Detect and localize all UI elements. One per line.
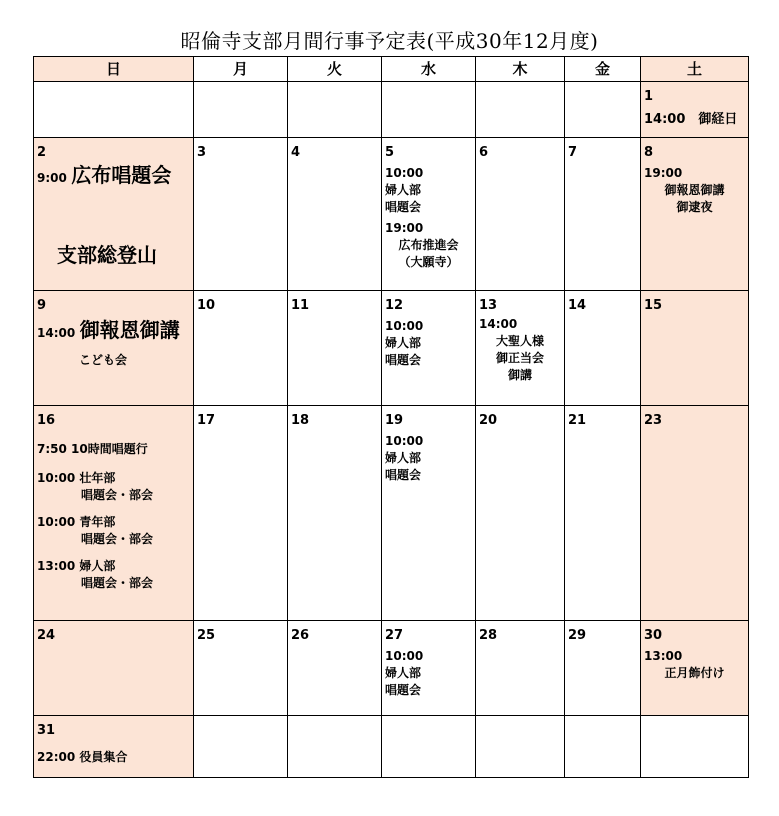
weekday-fri: 金 bbox=[565, 57, 641, 82]
day-cell-19 bbox=[382, 406, 476, 621]
weekday-thu: 木 bbox=[476, 57, 565, 82]
day-cell-empty bbox=[476, 716, 565, 778]
day-cell-empty bbox=[476, 82, 565, 138]
day-cell-empty bbox=[288, 716, 382, 778]
event-time: 14:00 bbox=[37, 326, 76, 340]
event: 唱題会 bbox=[385, 683, 422, 697]
day-cell-empty bbox=[641, 716, 749, 778]
day-number: 19 bbox=[385, 413, 404, 428]
calendar-table bbox=[33, 56, 749, 778]
event: 御報恩御講 bbox=[664, 183, 725, 197]
event: 支部総登山 bbox=[57, 243, 157, 267]
day-number: 14 bbox=[568, 298, 587, 313]
day-number: 13 bbox=[479, 298, 498, 313]
day-number: 23 bbox=[644, 413, 663, 428]
day-number: 8 bbox=[644, 145, 654, 160]
event-time: 10:00 bbox=[385, 434, 424, 448]
event: こども会 bbox=[79, 353, 128, 367]
event-time: 10:00 bbox=[385, 319, 424, 333]
day-number: 4 bbox=[291, 145, 301, 160]
day-cell-31 bbox=[34, 716, 194, 778]
day-cell-7 bbox=[565, 138, 641, 291]
day-cell-5 bbox=[382, 138, 476, 291]
event-time: 13:00 bbox=[644, 649, 683, 663]
event-time: 14:00 bbox=[479, 317, 518, 331]
event: 唱題会・部会 bbox=[81, 488, 154, 502]
event: 正月飾付け bbox=[664, 666, 725, 680]
day-number: 31 bbox=[37, 723, 56, 738]
weekday-sun: 日 bbox=[34, 57, 194, 82]
day-cell-9 bbox=[34, 291, 194, 406]
day-cell-8 bbox=[641, 138, 749, 291]
day-number: 21 bbox=[568, 413, 587, 428]
day-cell-empty bbox=[194, 82, 288, 138]
day-cell-4 bbox=[288, 138, 382, 291]
event-time: 10:00 bbox=[385, 166, 424, 180]
weekday-header-row bbox=[34, 57, 749, 82]
day-number: 3 bbox=[197, 145, 207, 160]
event: 婦人部 bbox=[385, 183, 422, 197]
day-number: 10 bbox=[197, 298, 216, 313]
day-number: 20 bbox=[479, 413, 498, 428]
day-number: 9 bbox=[37, 298, 47, 313]
weekday-wed: 水 bbox=[382, 57, 476, 82]
day-cell-12 bbox=[382, 291, 476, 406]
event: 婦人部 bbox=[385, 451, 422, 465]
day-number: 30 bbox=[644, 628, 663, 643]
event: 唱題会・部会 bbox=[81, 576, 154, 590]
day-cell-empty bbox=[288, 82, 382, 138]
event-location: （大願寺） bbox=[398, 255, 459, 269]
event: 14:00 御経日 bbox=[644, 112, 738, 127]
day-number: 6 bbox=[479, 145, 489, 160]
day-cell-27 bbox=[382, 621, 476, 716]
day-cell-empty bbox=[565, 82, 641, 138]
day-number: 11 bbox=[291, 298, 310, 313]
day-cell-empty bbox=[194, 716, 288, 778]
day-cell-6 bbox=[476, 138, 565, 291]
event: 御報恩御講 bbox=[79, 318, 180, 342]
event: 唱題会・部会 bbox=[81, 532, 154, 546]
day-cell-20 bbox=[476, 406, 565, 621]
day-cell-30 bbox=[641, 621, 749, 716]
day-cell-18 bbox=[288, 406, 382, 621]
event: 大聖人様 bbox=[495, 334, 544, 348]
day-number: 26 bbox=[291, 628, 310, 643]
day-number: 25 bbox=[197, 628, 216, 643]
day-cell-13 bbox=[476, 291, 565, 406]
day-number: 29 bbox=[568, 628, 587, 643]
day-cell-3 bbox=[194, 138, 288, 291]
event-time: 19:00 bbox=[644, 166, 683, 180]
day-cell-1 bbox=[641, 82, 749, 138]
day-cell-empty bbox=[565, 716, 641, 778]
day-number: 28 bbox=[479, 628, 498, 643]
day-cell-29 bbox=[565, 621, 641, 716]
day-cell-23 bbox=[641, 406, 749, 621]
week-row-3 bbox=[34, 291, 749, 406]
week-row-2 bbox=[34, 138, 749, 291]
event-time: 19:00 bbox=[385, 221, 424, 235]
event: 御逮夜 bbox=[676, 200, 713, 214]
event: 婦人部 bbox=[385, 336, 422, 350]
day-number: 15 bbox=[644, 298, 663, 313]
event: 御正当会 bbox=[495, 351, 544, 365]
day-number: 24 bbox=[37, 628, 56, 643]
week-row-5 bbox=[34, 621, 749, 716]
event-time: 9:00 bbox=[37, 171, 67, 185]
day-cell-26 bbox=[288, 621, 382, 716]
day-cell-2 bbox=[34, 138, 194, 291]
event: 広布推進会 bbox=[398, 238, 459, 252]
event: 婦人部 bbox=[385, 666, 422, 680]
event: 広布唱題会 bbox=[71, 163, 172, 187]
day-cell-10 bbox=[194, 291, 288, 406]
day-number: 17 bbox=[197, 413, 216, 428]
day-cell-17 bbox=[194, 406, 288, 621]
event: 10:00 壮年部 bbox=[37, 471, 116, 485]
week-row-6 bbox=[34, 716, 749, 778]
page-title: 昭倫寺支部月間行事予定表(平成30年12月度) bbox=[180, 29, 599, 53]
event: 22:00 役員集合 bbox=[37, 750, 128, 764]
day-cell-15 bbox=[641, 291, 749, 406]
day-cell-empty bbox=[382, 716, 476, 778]
day-cell-21 bbox=[565, 406, 641, 621]
weekday-sat: 土 bbox=[641, 57, 749, 82]
day-cell-28 bbox=[476, 621, 565, 716]
weekday-tue: 火 bbox=[288, 57, 382, 82]
event: 御講 bbox=[507, 368, 532, 382]
event-time: 10:00 bbox=[385, 649, 424, 663]
day-cell-empty bbox=[382, 82, 476, 138]
day-number: 7 bbox=[568, 145, 578, 160]
day-cell-24 bbox=[34, 621, 194, 716]
day-number: 1 bbox=[644, 89, 654, 104]
weekday-mon: 月 bbox=[194, 57, 288, 82]
day-cell-11 bbox=[288, 291, 382, 406]
event: 7:50 10時間唱題行 bbox=[37, 442, 148, 456]
day-number: 27 bbox=[385, 628, 404, 643]
event: 10:00 青年部 bbox=[37, 515, 116, 529]
day-number: 2 bbox=[37, 145, 47, 160]
week-row-4 bbox=[34, 406, 749, 621]
event: 13:00 婦人部 bbox=[37, 559, 116, 573]
day-number: 16 bbox=[37, 413, 56, 428]
day-cell-14 bbox=[565, 291, 641, 406]
event: 唱題会 bbox=[385, 200, 422, 214]
week-row-1 bbox=[34, 82, 749, 138]
day-cell-25 bbox=[194, 621, 288, 716]
day-cell-16 bbox=[34, 406, 194, 621]
event: 唱題会 bbox=[385, 468, 422, 482]
day-number: 12 bbox=[385, 298, 404, 313]
day-number: 18 bbox=[291, 413, 310, 428]
event: 唱題会 bbox=[385, 353, 422, 367]
day-cell-empty bbox=[34, 82, 194, 138]
day-number: 5 bbox=[385, 145, 395, 160]
